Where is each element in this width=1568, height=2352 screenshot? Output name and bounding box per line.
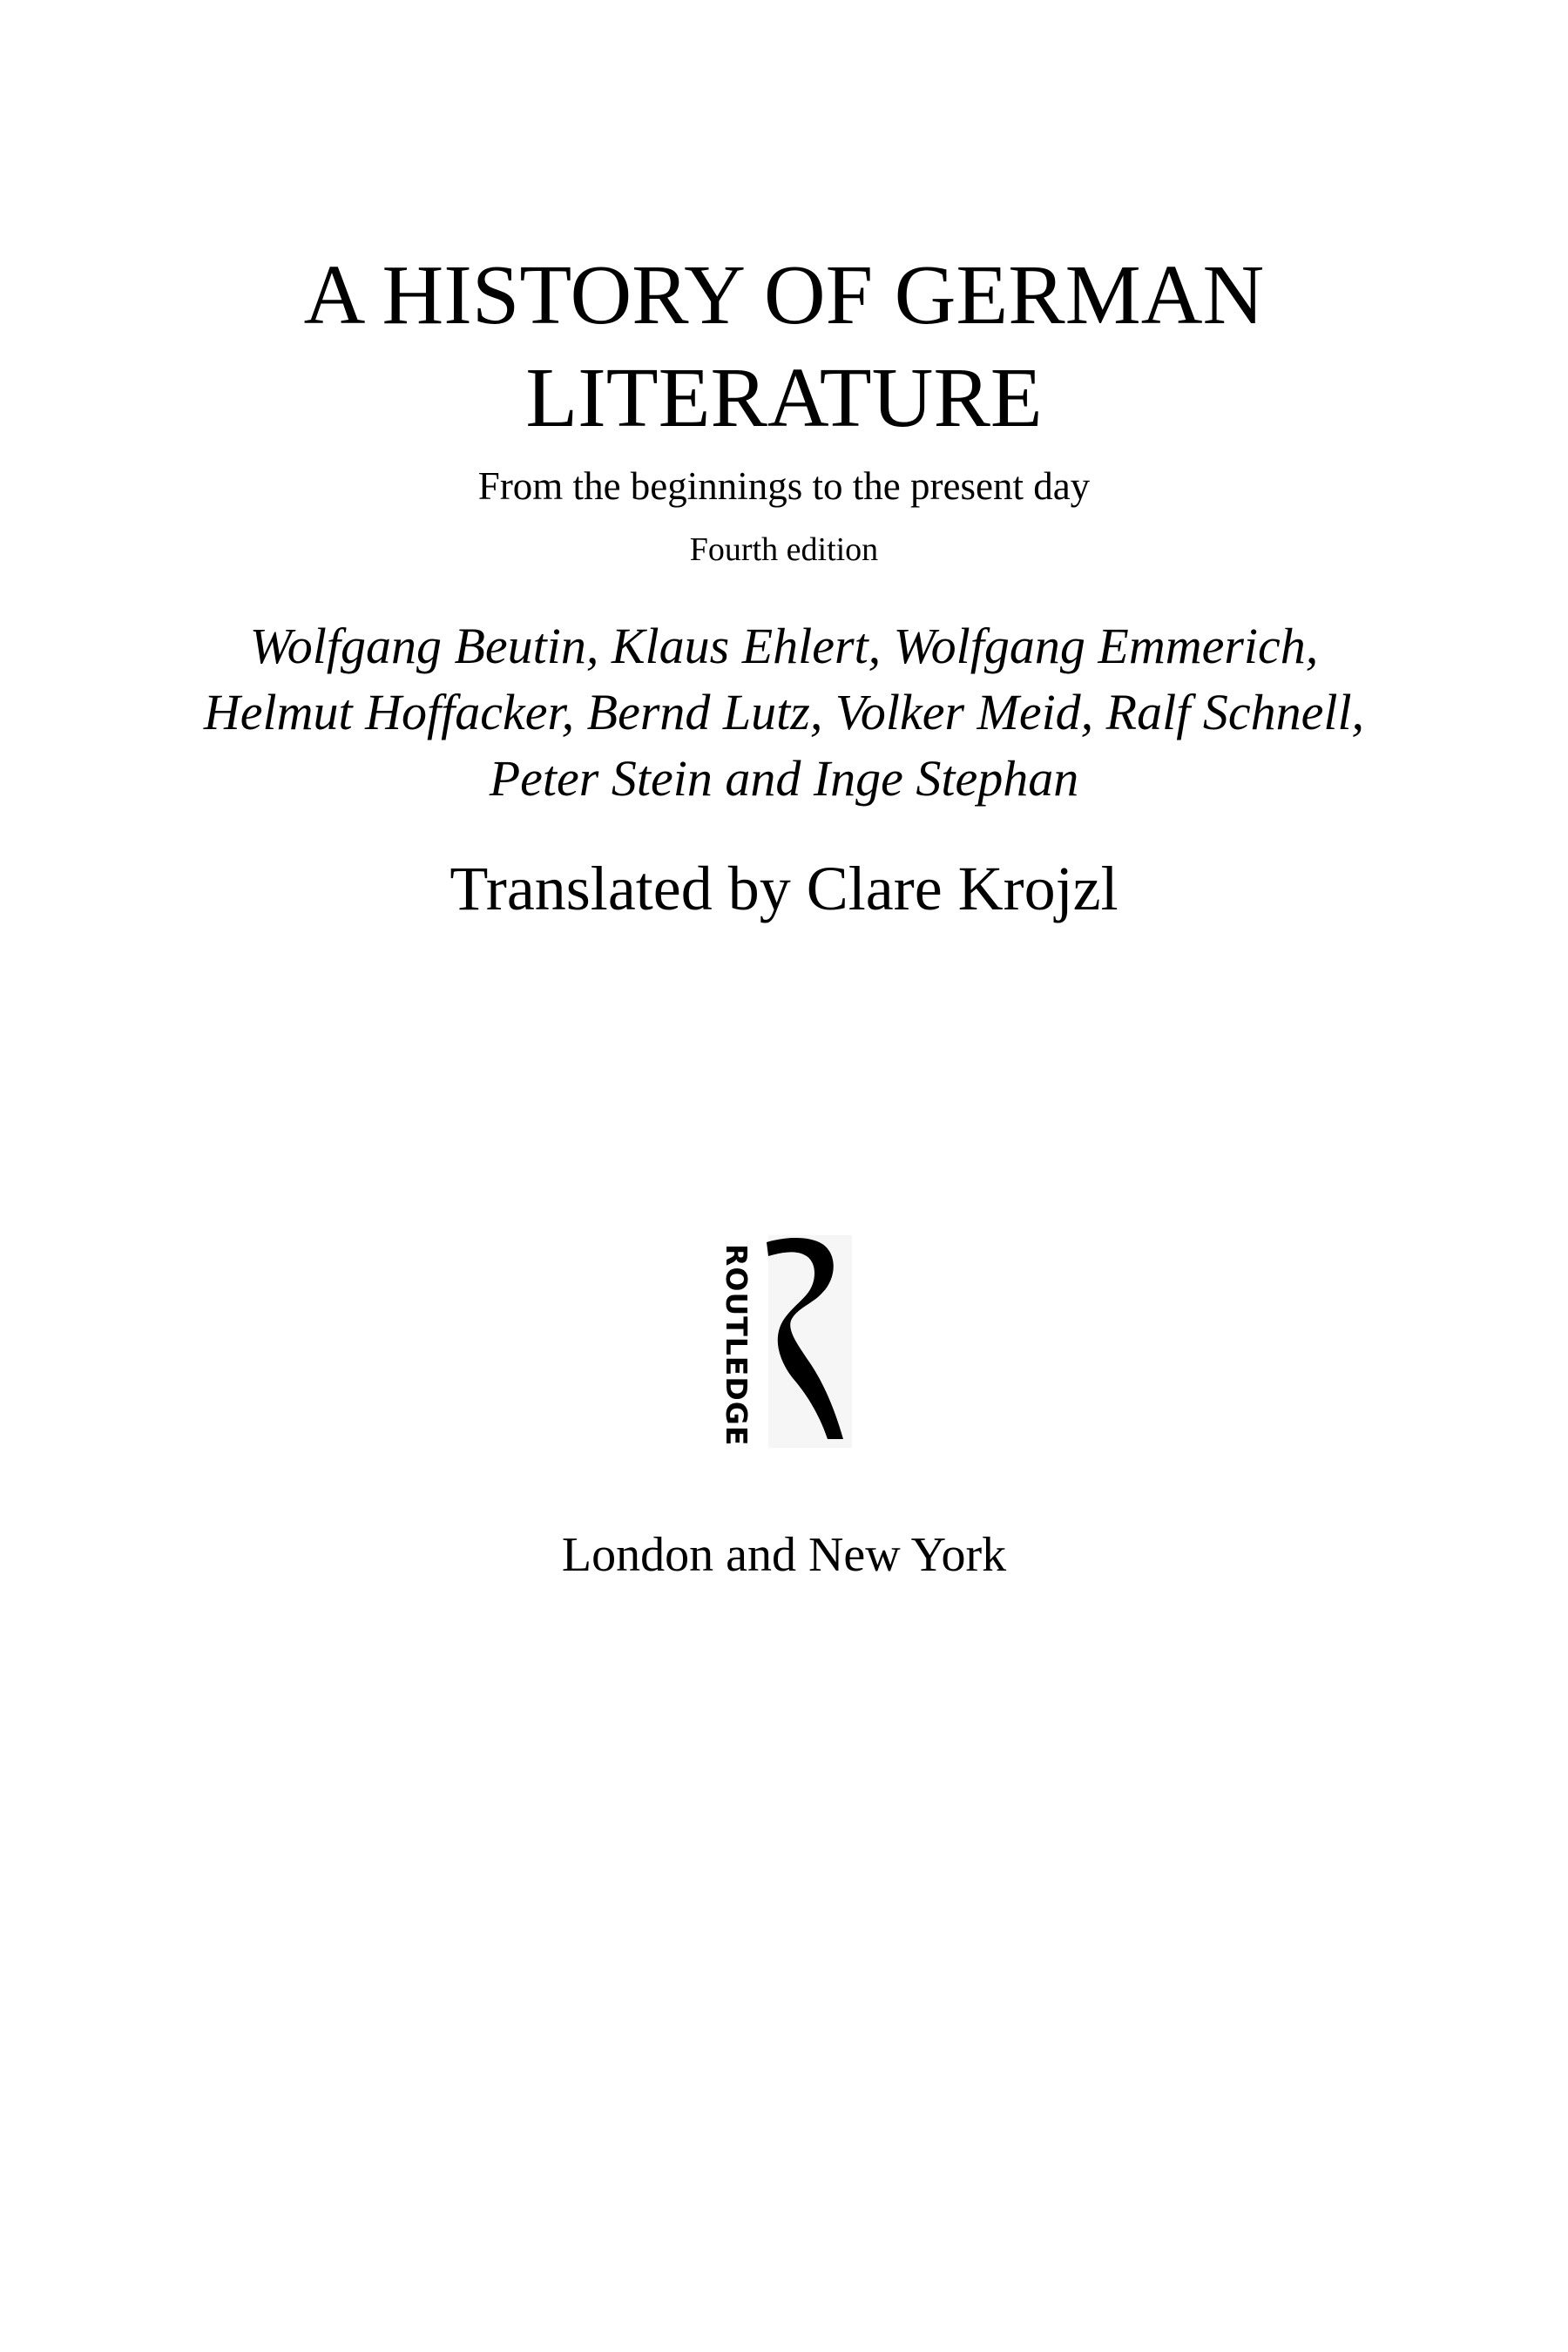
routledge-logo-icon — [711, 1230, 857, 1453]
book-title-line-1: A HISTORY OF GERMAN — [303, 248, 1265, 342]
author-line-3: Peter Stein and Inge Stephan — [489, 750, 1079, 807]
book-title — [0, 244, 1568, 449]
author-line-1: Wolfgang Beutin, Klaus Ehlert, Wolfgang Emmerich, — [249, 618, 1319, 674]
author-line-2: Helmut Hoffacker, Bernd Lutz, Volker Meid, Ralf Schnell, — [203, 684, 1365, 740]
author-list — [0, 613, 1568, 812]
book-subtitle: From the beginnings to the present day — [477, 464, 1091, 508]
book-title-line-2: LITERATURE — [525, 351, 1043, 445]
routledge-logo-text: ROUTLEDGE — [720, 1244, 754, 1447]
edition-label: Fourth edition — [689, 531, 879, 568]
translator-credit: Translated by Clare Krojzl — [449, 854, 1119, 923]
publisher-place: London and New York — [561, 1528, 1007, 1582]
